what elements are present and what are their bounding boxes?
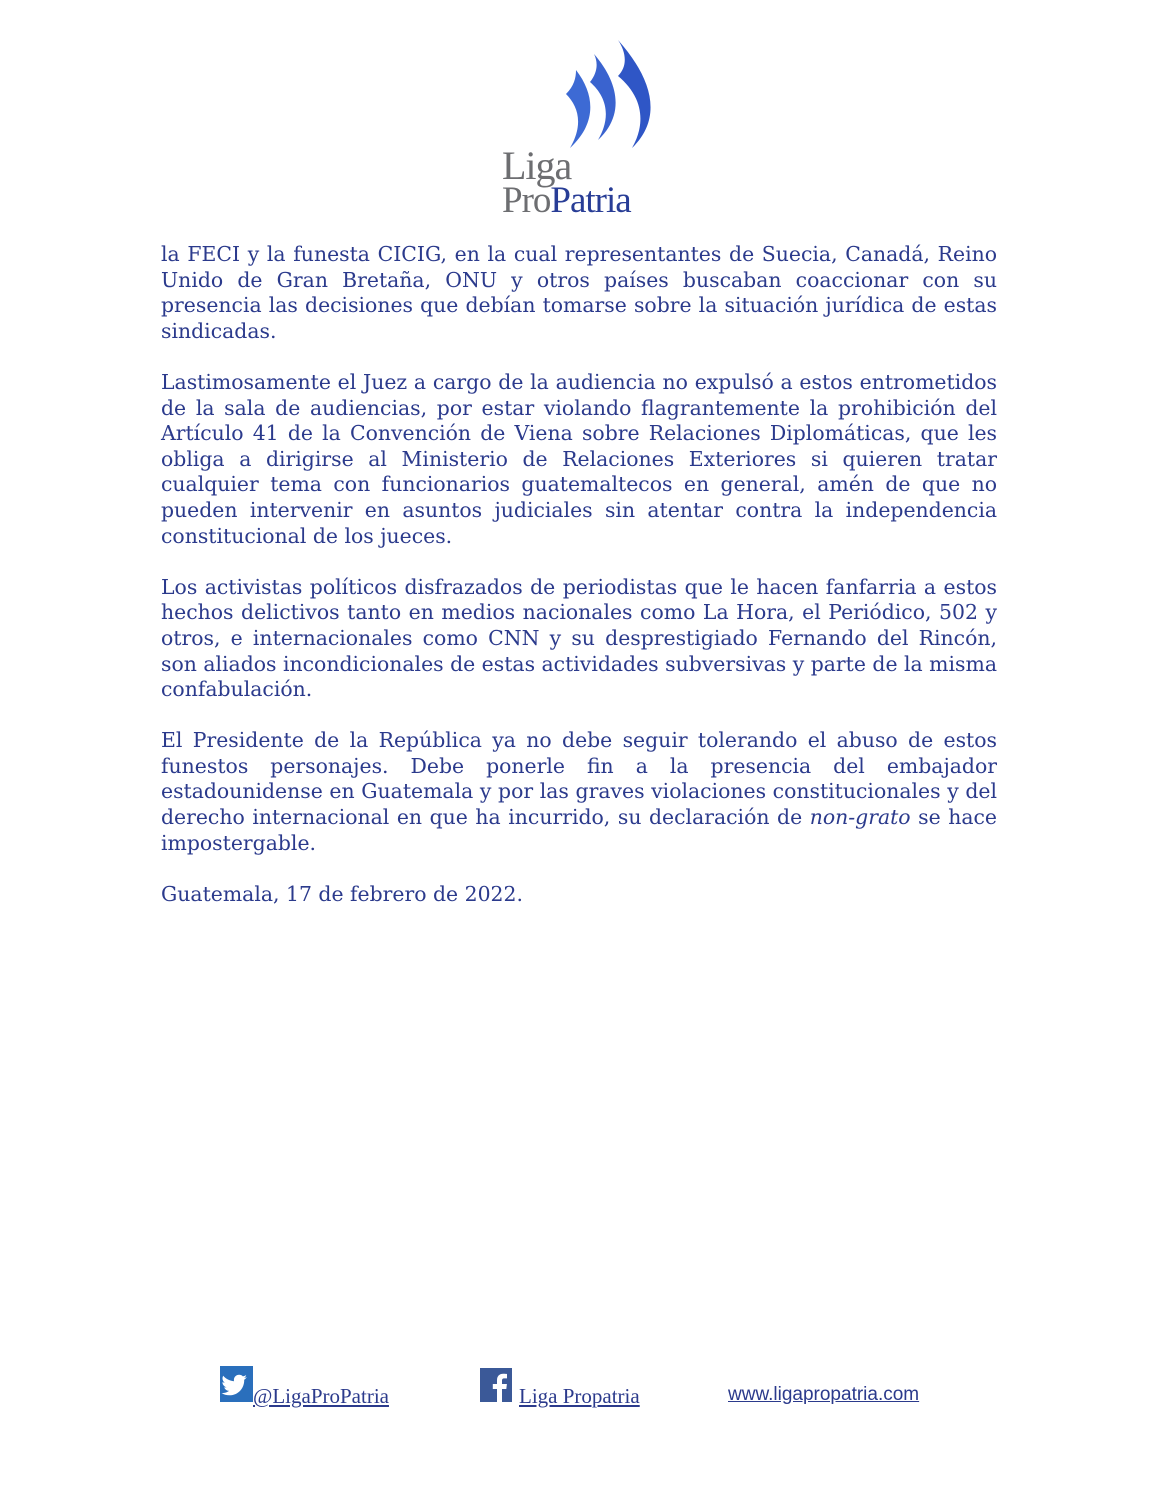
logo-text-patria: Patria [550, 180, 631, 221]
facebook-link[interactable]: Liga Propatria [519, 1384, 640, 1408]
closing-date: Guatemala, 17 de febrero de 2022. [161, 881, 523, 906]
logo-text-propatria [502, 182, 631, 219]
paragraph-3: Los activistas políticos disfrazados de periodistas que le hacen fanfarria a estos hechos delictivos tanto en medios nacionales como La Hora, el Periódico, 502 y otros, e internacionales como CNN y su desprestigiado Fernando del Rincón, son aliados incondicionales de estas actividades subversivas y parte de la misma confabulación. [161, 574, 997, 702]
twitter-icon[interactable] [220, 1366, 253, 1402]
liga-pro-patria-logo [500, 36, 660, 221]
paragraph-4-text-a: El Presidente de la República ya no debe seguir tolerando el abuso de estos funestos personajes. Debe ponerle fin a la presencia del embajador estadounidense en Guatemala y por las graves violaciones constitucionales y del derecho internacional en que ha incurrido, su declaración de [161, 728, 997, 830]
non-grato-emphasis: non-grato [809, 805, 911, 830]
logo-text-pro: Pro [502, 180, 551, 221]
facebook-icon[interactable] [480, 1368, 512, 1402]
paragraph-1: la FECI y la funesta CICIG, en la cual representantes de Suecia, Canadá, Reino Unido de Gran Bretaña, ONU y otros países buscaban coaccionar con su presencia las decisiones que debían tomarse sobre la situación jurídica de estas sindicadas. [161, 242, 997, 343]
footer [0, 1360, 1160, 1420]
paragraph-4 [161, 728, 997, 856]
twitter-link[interactable]: @LigaProPatria [253, 1384, 389, 1408]
paragraph-4-text-b: se hace impostergable. [161, 805, 997, 855]
logo-text-liga: Liga [502, 143, 572, 188]
document-body [161, 242, 997, 933]
paragraph-2: Lastimosamente el Juez a cargo de la audiencia no expulsó a estos entrometidos de la sala de audiencias, por estar violando flagrantemente la prohibición del Artículo 41 de la Convención de Viena sobre Relaciones Diplomáticas, que les obliga a dirigirse al Ministerio de Relaciones Exteriores si quieren tratar cualquier tema con funcionarios guatemaltecos en general, amén de que no pueden intervenir en asuntos judiciales sin atentar contra la independencia constitucional de los jueces. [161, 369, 997, 548]
website-link[interactable]: www.ligapropatria.com [728, 1384, 920, 1405]
